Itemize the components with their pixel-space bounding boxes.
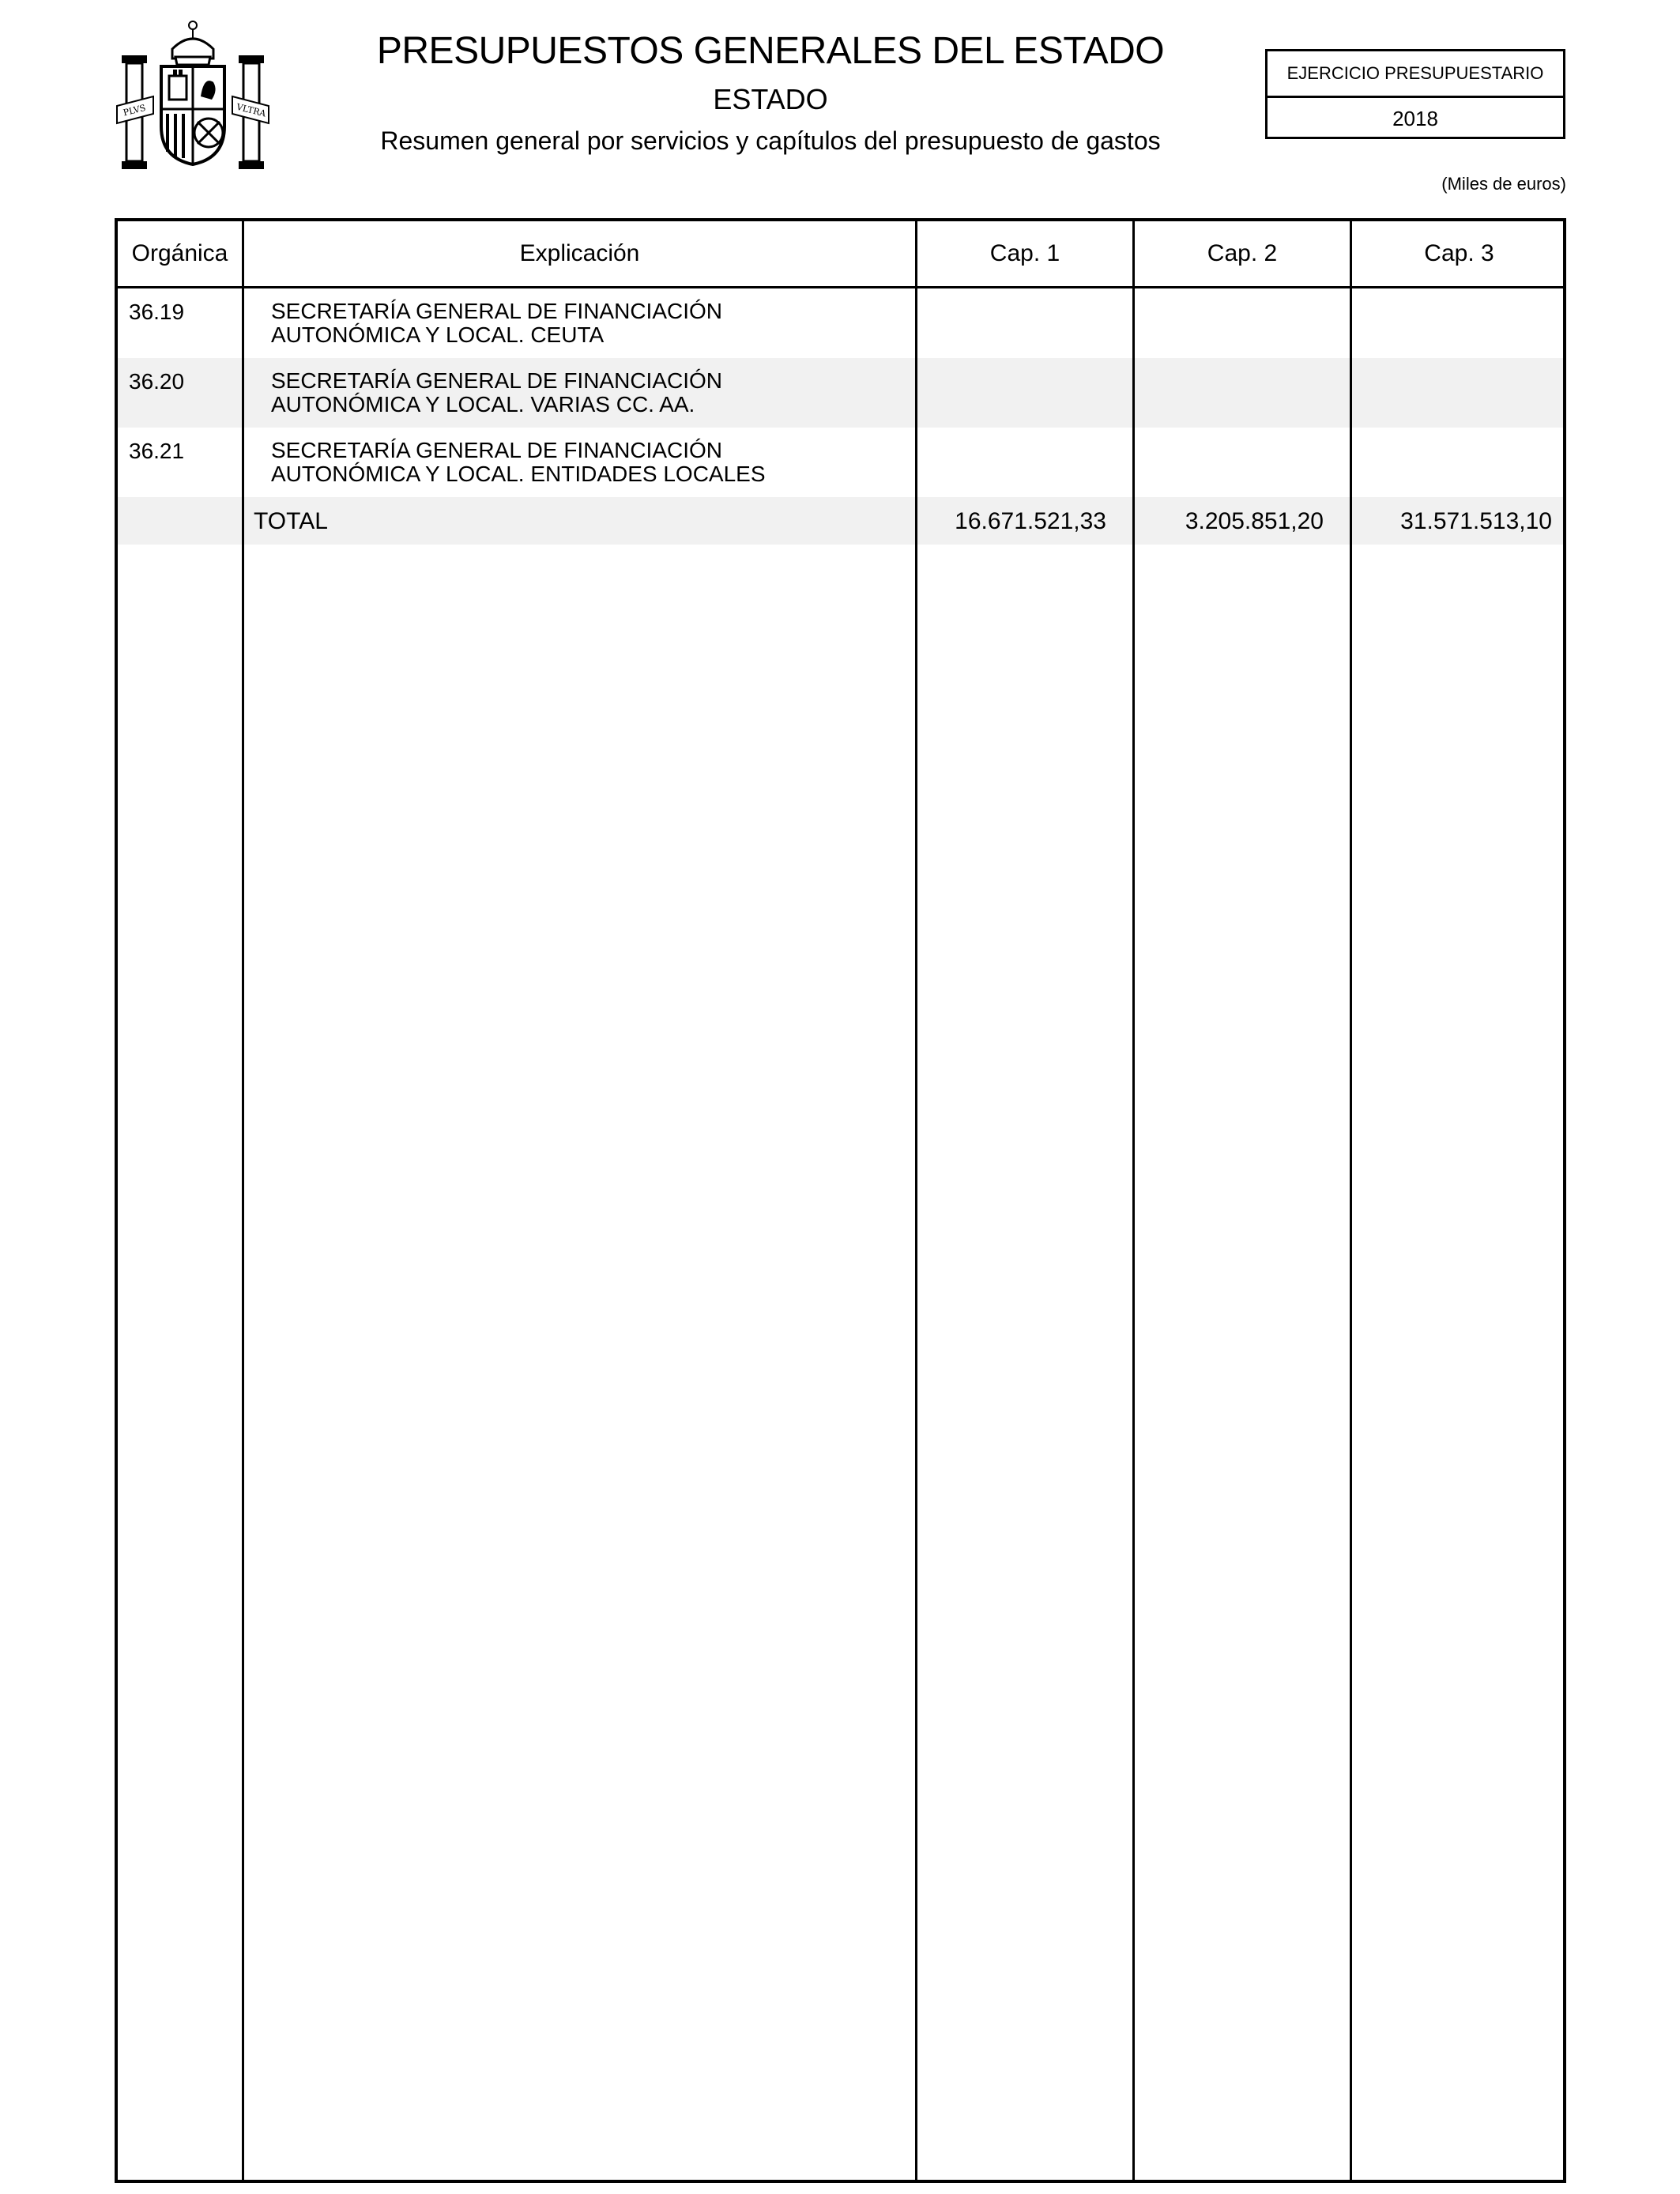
total-row — [118, 497, 1563, 545]
document-description: Resumen general por servicios y capítulos del presupuesto de gastos — [380, 126, 1161, 155]
row-description-line: AUTONÓMICA Y LOCAL. CEUTA — [271, 322, 605, 347]
row-description — [271, 439, 777, 486]
ejercicio-label: EJERCICIO PRESUPUESTARIO — [1268, 51, 1563, 98]
total-label: TOTAL — [254, 508, 328, 534]
table-row — [118, 358, 1563, 428]
ejercicio-box — [1265, 49, 1565, 139]
table-row — [118, 428, 1563, 497]
document-subtitle: ESTADO — [713, 83, 828, 115]
row-description-line: SECRETARÍA GENERAL DE FINANCIACIÓN — [271, 368, 722, 393]
title-block — [316, 28, 1225, 158]
column-header-cap2: Cap. 2 — [1207, 240, 1278, 266]
svg-text:VLTRA: VLTRA — [235, 101, 267, 119]
row-code: 36.19 — [129, 300, 185, 324]
column-header-cap1: Cap. 1 — [989, 240, 1060, 266]
column-header-explicacion: Explicación — [519, 240, 640, 266]
budget-table — [115, 218, 1566, 2183]
units-note: (Miles de euros) — [1441, 174, 1566, 194]
row-description-line: AUTONÓMICA Y LOCAL. VARIAS CC. AA. — [271, 392, 695, 417]
total-cap2: 3.205.851,20 — [1185, 508, 1324, 534]
table-row — [118, 288, 1563, 358]
row-description-line: AUTONÓMICA Y LOCAL. ENTIDADES LOCALES — [271, 462, 766, 486]
document-title: PRESUPUESTOS GENERALES DEL ESTADO — [376, 30, 1165, 72]
column-header-cap3: Cap. 3 — [1424, 240, 1494, 266]
row-code: 36.20 — [129, 369, 185, 394]
table-header — [118, 221, 1563, 288]
row-description — [271, 369, 777, 417]
column-header-organica: Orgánica — [131, 240, 228, 266]
total-cap3: 31.571.513,10 — [1400, 508, 1552, 534]
svg-text:PLVS: PLVS — [122, 102, 147, 119]
coat-of-arms-icon — [115, 17, 270, 175]
ejercicio-year: 2018 — [1392, 106, 1438, 130]
row-description — [271, 300, 777, 347]
total-cap1: 16.671.521,33 — [955, 508, 1106, 534]
row-code: 36.21 — [129, 439, 185, 463]
row-description-line: SECRETARÍA GENERAL DE FINANCIACIÓN — [271, 438, 722, 462]
row-description-line: SECRETARÍA GENERAL DE FINANCIACIÓN — [271, 299, 722, 323]
